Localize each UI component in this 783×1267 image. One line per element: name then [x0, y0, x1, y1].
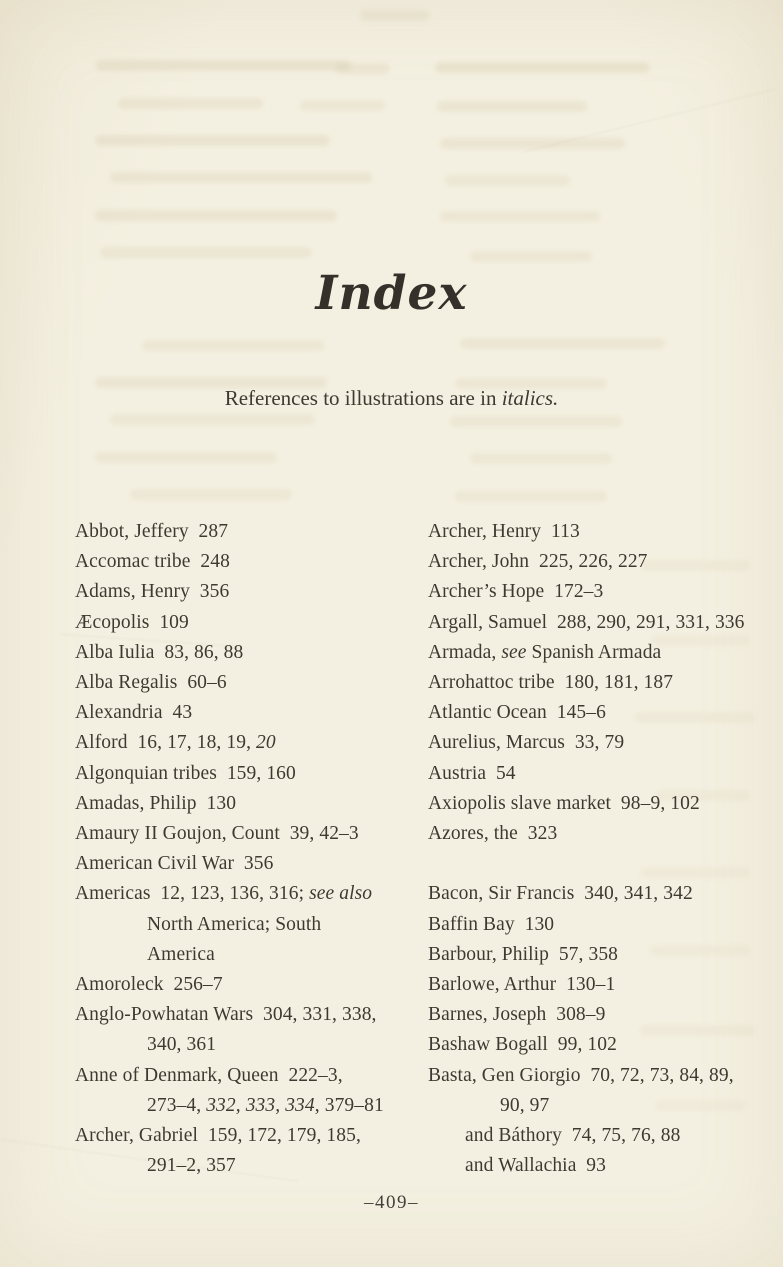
index-entry-line — [428, 668, 765, 698]
index-entry-line — [428, 577, 765, 607]
entry-text: Argall, Samuel 288, 290, 291, 331, 336 — [428, 611, 745, 633]
entry-text: Anglo-Powhatan Wars 304, 331, 338, — [75, 1004, 377, 1026]
bleed-through-smudge — [142, 340, 324, 351]
bleed-through-smudge — [95, 210, 337, 221]
entry-italic-text: 20 — [256, 732, 276, 754]
entry-text: America — [147, 943, 215, 965]
entry-text: Armada, — [428, 641, 502, 663]
index-section-spacer — [428, 849, 765, 879]
index-entry-line — [75, 1121, 428, 1151]
index-entry-line — [75, 517, 428, 547]
bleed-through-smudge — [455, 491, 607, 502]
bleed-through-smudge — [300, 100, 385, 111]
entry-text: Archer, John 225, 226, 227 — [428, 551, 648, 573]
entry-text: Barbour, Philip 57, 358 — [428, 943, 619, 965]
index-entry-line — [75, 1061, 428, 1091]
entry-italic-text: see also — [309, 883, 373, 905]
entry-text: Bacon, Sir Francis 340, 341, 342 — [428, 883, 693, 905]
bleed-through-smudge — [118, 98, 263, 109]
index-entry-line — [428, 1151, 765, 1181]
entry-text: 273–4, — [147, 1094, 207, 1116]
entry-text: Alford 16, 17, 18, 19, — [75, 732, 257, 754]
bleed-through-smudge — [110, 414, 315, 425]
index-column-right — [428, 517, 765, 1181]
index-entry-line — [75, 728, 428, 758]
bleed-through-smudge — [100, 247, 312, 258]
entry-text: Barlowe, Arthur 130–1 — [428, 974, 616, 996]
entry-text: Amadas, Philip 130 — [75, 792, 237, 814]
index-entry-line — [428, 547, 765, 577]
index-entry-line — [428, 910, 765, 940]
index-entry-line — [428, 1030, 765, 1060]
illustrations-note — [0, 386, 783, 411]
index-entry-line — [75, 668, 428, 698]
entry-italic-text: see — [501, 641, 527, 663]
entry-text: , 379–81 — [314, 1094, 384, 1116]
entry-text: Archer, Gabriel 159, 172, 179, 185, — [75, 1125, 361, 1147]
entry-text: Bashaw Bogall 99, 102 — [428, 1034, 617, 1056]
bleed-through-smudge — [130, 489, 292, 500]
index-entry-line — [75, 940, 428, 970]
bleed-through-smudge — [335, 63, 390, 74]
entry-italic-text: 332, 333, 334 — [206, 1094, 315, 1116]
index-entry-line — [75, 879, 428, 909]
entry-text: Adams, Henry 356 — [75, 581, 230, 603]
paper-crease — [524, 89, 777, 153]
bleed-through-smudge — [445, 175, 570, 186]
entry-text: Abbot, Jeffery 287 — [75, 521, 229, 542]
index-entry-line — [75, 789, 428, 819]
index-entry-line — [75, 910, 428, 940]
entry-text: Algonquian tribes 159, 160 — [75, 762, 296, 784]
index-entry-line — [428, 970, 765, 1000]
entry-text: American Civil War 356 — [75, 853, 274, 875]
entry-text: North America; South — [147, 913, 322, 935]
entry-text: Arrohattoc tribe 180, 181, 187 — [428, 672, 674, 694]
index-entry-line — [428, 1061, 765, 1091]
entry-text: Æcopolis 109 — [75, 611, 189, 633]
index-entry-line — [428, 698, 765, 728]
entry-text: Aurelius, Marcus 33, 79 — [428, 732, 625, 754]
index-columns — [75, 517, 765, 1181]
index-entry-line — [75, 698, 428, 728]
index-entry-line — [75, 1151, 428, 1181]
index-entry-line — [75, 970, 428, 1000]
bleed-through-smudge — [460, 338, 665, 349]
entry-text: Austria 54 — [428, 762, 516, 784]
bleed-through-smudge — [435, 62, 650, 73]
bleed-through-smudge — [95, 452, 277, 463]
index-entry-line — [428, 1000, 765, 1030]
index-entry-line — [428, 728, 765, 758]
index-entry-line — [75, 759, 428, 789]
entry-text: Spanish Armada — [526, 641, 662, 663]
entry-text: Archer’s Hope 172–3 — [428, 581, 604, 603]
index-entry-line — [428, 819, 765, 849]
entry-text: Accomac tribe 248 — [75, 551, 230, 573]
entry-text: and Báthory 74, 75, 76, 88 — [465, 1125, 681, 1147]
index-entry-line — [428, 517, 765, 547]
entry-text: Americas 12, 123, 136, 316; — [75, 883, 310, 905]
bleed-through-smudge — [470, 251, 592, 262]
entry-text: Amaury II Goujon, Count 39, 42–3 — [75, 823, 359, 845]
entry-text: 340, 361 — [147, 1034, 217, 1056]
illustrations-note-italic: italics. — [501, 386, 559, 410]
entry-text: Alba Regalis 60–6 — [75, 672, 227, 694]
page-title: Index — [315, 266, 468, 321]
index-entry-line — [428, 789, 765, 819]
entry-text: Archer, Henry 113 — [428, 521, 580, 542]
illustrations-note-text: References to illustrations are in — [224, 386, 502, 410]
bleed-through-smudge — [470, 453, 612, 464]
index-entry-line — [428, 638, 765, 668]
entry-text: Amoroleck 256–7 — [75, 974, 223, 996]
entry-text: Alexandria 43 — [75, 702, 193, 724]
entry-text: 90, 97 — [500, 1094, 550, 1116]
index-entry-line — [75, 577, 428, 607]
entry-text: Atlantic Ocean 145–6 — [428, 702, 606, 724]
index-entry-line — [75, 1000, 428, 1030]
index-entry-line — [75, 1030, 428, 1060]
index-entry-line — [428, 1121, 765, 1151]
index-column-left — [75, 517, 428, 1181]
bleed-through-smudge — [440, 211, 600, 222]
bleed-through-smudge — [95, 135, 330, 146]
bleed-through-smudge — [437, 101, 587, 112]
index-entry-line — [75, 547, 428, 577]
bleed-through-smudge — [450, 416, 622, 427]
index-entry-line — [428, 608, 765, 638]
entry-text: Axiopolis slave market 98–9, 102 — [428, 792, 700, 814]
bleed-through-smudge — [440, 138, 625, 149]
index-entry-line — [75, 638, 428, 668]
entry-text: Alba Iulia 83, 86, 88 — [75, 641, 244, 663]
index-entry-line — [75, 819, 428, 849]
entry-text: 291–2, 357 — [147, 1155, 236, 1177]
page-number: –409– — [364, 1192, 419, 1213]
index-entry-line — [428, 879, 765, 909]
bleed-through-smudge — [110, 172, 372, 183]
entry-text: and Wallachia 93 — [465, 1155, 606, 1177]
entry-text: Barnes, Joseph 308–9 — [428, 1004, 606, 1026]
entry-text: Azores, the 323 — [428, 823, 558, 845]
entry-text: Basta, Gen Giorgio 70, 72, 73, 84, 89, — [428, 1064, 734, 1086]
index-entry-line — [75, 1091, 428, 1121]
index-entry-line — [428, 940, 765, 970]
index-entry-line — [428, 759, 765, 789]
entry-text: Anne of Denmark, Queen 222–3, — [75, 1064, 343, 1086]
index-entry-line — [75, 849, 428, 879]
bleed-through-smudge — [96, 60, 351, 71]
index-entry-line — [428, 1091, 765, 1121]
index-entry-line — [75, 608, 428, 638]
entry-text: Baffin Bay 130 — [428, 913, 555, 935]
bleed-through-smudge — [360, 10, 430, 21]
